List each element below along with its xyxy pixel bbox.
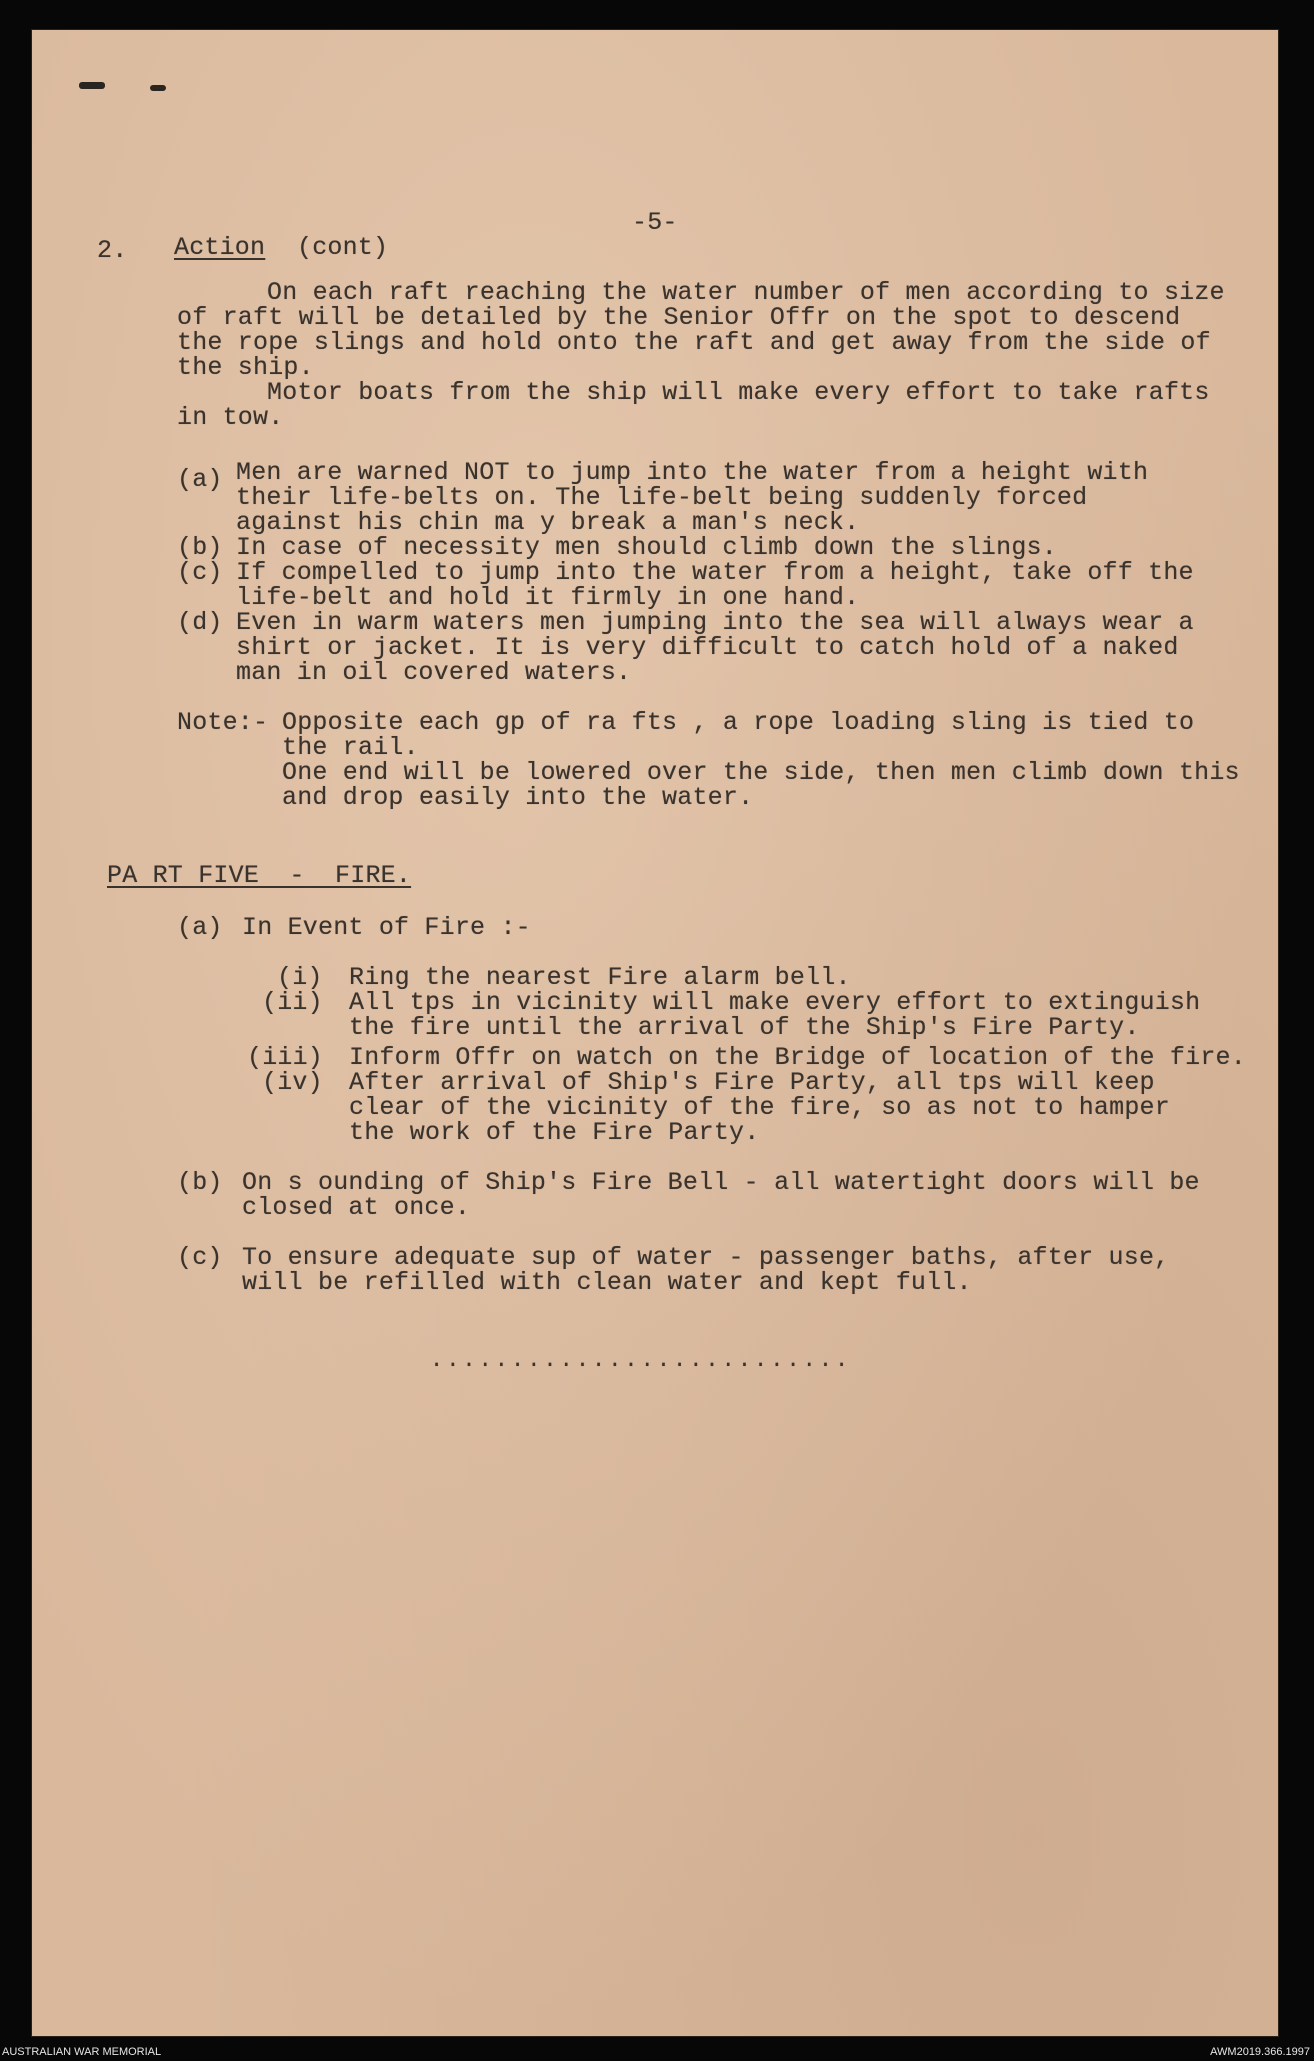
section-number: 2.: [97, 236, 128, 265]
intro-line: in tow.: [177, 403, 284, 432]
ink-smudge: [79, 82, 105, 89]
fire-c-line: To ensure adequate sup of water - passenger baths, after use,: [242, 1243, 1170, 1272]
warning-line: man in oil covered waters.: [236, 658, 632, 687]
section-heading-suffix: (cont): [297, 233, 389, 262]
warning-line: Men are warned NOT to jump into the water from a height with: [236, 458, 1149, 487]
warning-line: In case of necessity men should climb down the slings.: [236, 533, 1057, 562]
fire-c-line: will be refilled with clean water and kept full.: [242, 1268, 972, 1297]
part-heading: PA RT FIVE - FIRE.: [107, 861, 412, 890]
warning-label: (b): [177, 533, 223, 562]
footer-right: AWM2019.366.1997: [1210, 2046, 1310, 2058]
fire-step-line: After arrival of Ship's Fire Party, all tps will keep: [349, 1068, 1155, 1097]
fire-a-label: (a): [177, 913, 223, 942]
fire-step-line: Inform Offr on watch on the Bridge of location of the fire.: [349, 1043, 1246, 1072]
note-label: Note:-: [177, 708, 269, 737]
note-line: Opposite each gp of ra fts , a rope loading sling is tied to: [282, 708, 1195, 737]
note-line: and drop easily into the water.: [282, 783, 754, 812]
intro-line: On each raft reaching the water number of men according to size: [267, 278, 1225, 307]
fire-step-line: All tps in vicinity will make every effort to extinguish: [349, 988, 1201, 1017]
footer-left: AUSTRALIAN WAR MEMORIAL: [2, 2046, 162, 2058]
page-number: -5-: [632, 208, 678, 237]
warning-line: If compelled to jump into the water from a height, take off the: [236, 558, 1194, 587]
end-rule: ..........................: [430, 1348, 852, 1373]
fire-step-label: (i): [277, 963, 323, 992]
fire-step-line: Ring the nearest Fire alarm bell.: [349, 963, 851, 992]
fire-a-text: In Event of Fire :-: [242, 913, 531, 942]
fire-step-line: clear of the vicinity of the fire, so as not to hamper: [349, 1093, 1170, 1122]
fire-b-line: On s ounding of Ship's Fire Bell - all watertight doors will be: [242, 1168, 1200, 1197]
fire-step-label: (ii): [262, 988, 323, 1017]
fire-b-line: closed at once.: [242, 1193, 471, 1222]
warning-line: shirt or jacket. It is very difficult to catch hold of a naked: [236, 633, 1179, 662]
warning-line: life-belt and hold it firmly in one hand.: [236, 583, 860, 612]
fire-b-label: (b): [177, 1168, 223, 1197]
fire-step-line: the fire until the arrival of the Ship's Fire Party.: [349, 1013, 1140, 1042]
note-line: One end will be lowered over the side, then men climb down this: [282, 758, 1240, 787]
fire-step-label: (iii): [247, 1043, 324, 1072]
intro-line: the ship.: [177, 353, 314, 382]
intro-line: Motor boats from the ship will make every effort to take rafts: [267, 378, 1210, 407]
warning-line: Even in warm waters men jumping into the sea will always wear a: [236, 608, 1194, 637]
ink-smudge: [150, 85, 166, 91]
warning-line: their life-belts on. The life-belt being suddenly forced: [236, 483, 1088, 512]
warning-label: (d): [177, 608, 223, 637]
fire-step-label: (iv): [262, 1068, 323, 1097]
section-heading: Action: [174, 233, 266, 262]
intro-line: of raft will be detailed by the Senior Offr on the spot to descend: [177, 303, 1181, 332]
warning-label: (a): [177, 465, 223, 494]
fire-c-label: (c): [177, 1243, 223, 1272]
note-line: the rail.: [282, 733, 419, 762]
document-page: [32, 30, 1278, 2036]
warning-label: (c): [177, 558, 223, 587]
fire-step-line: the work of the Fire Party.: [349, 1118, 760, 1147]
intro-line: the rope slings and hold onto the raft and get away from the side of: [177, 328, 1211, 357]
warning-line: against his chin ma y break a man's neck.: [236, 508, 860, 537]
